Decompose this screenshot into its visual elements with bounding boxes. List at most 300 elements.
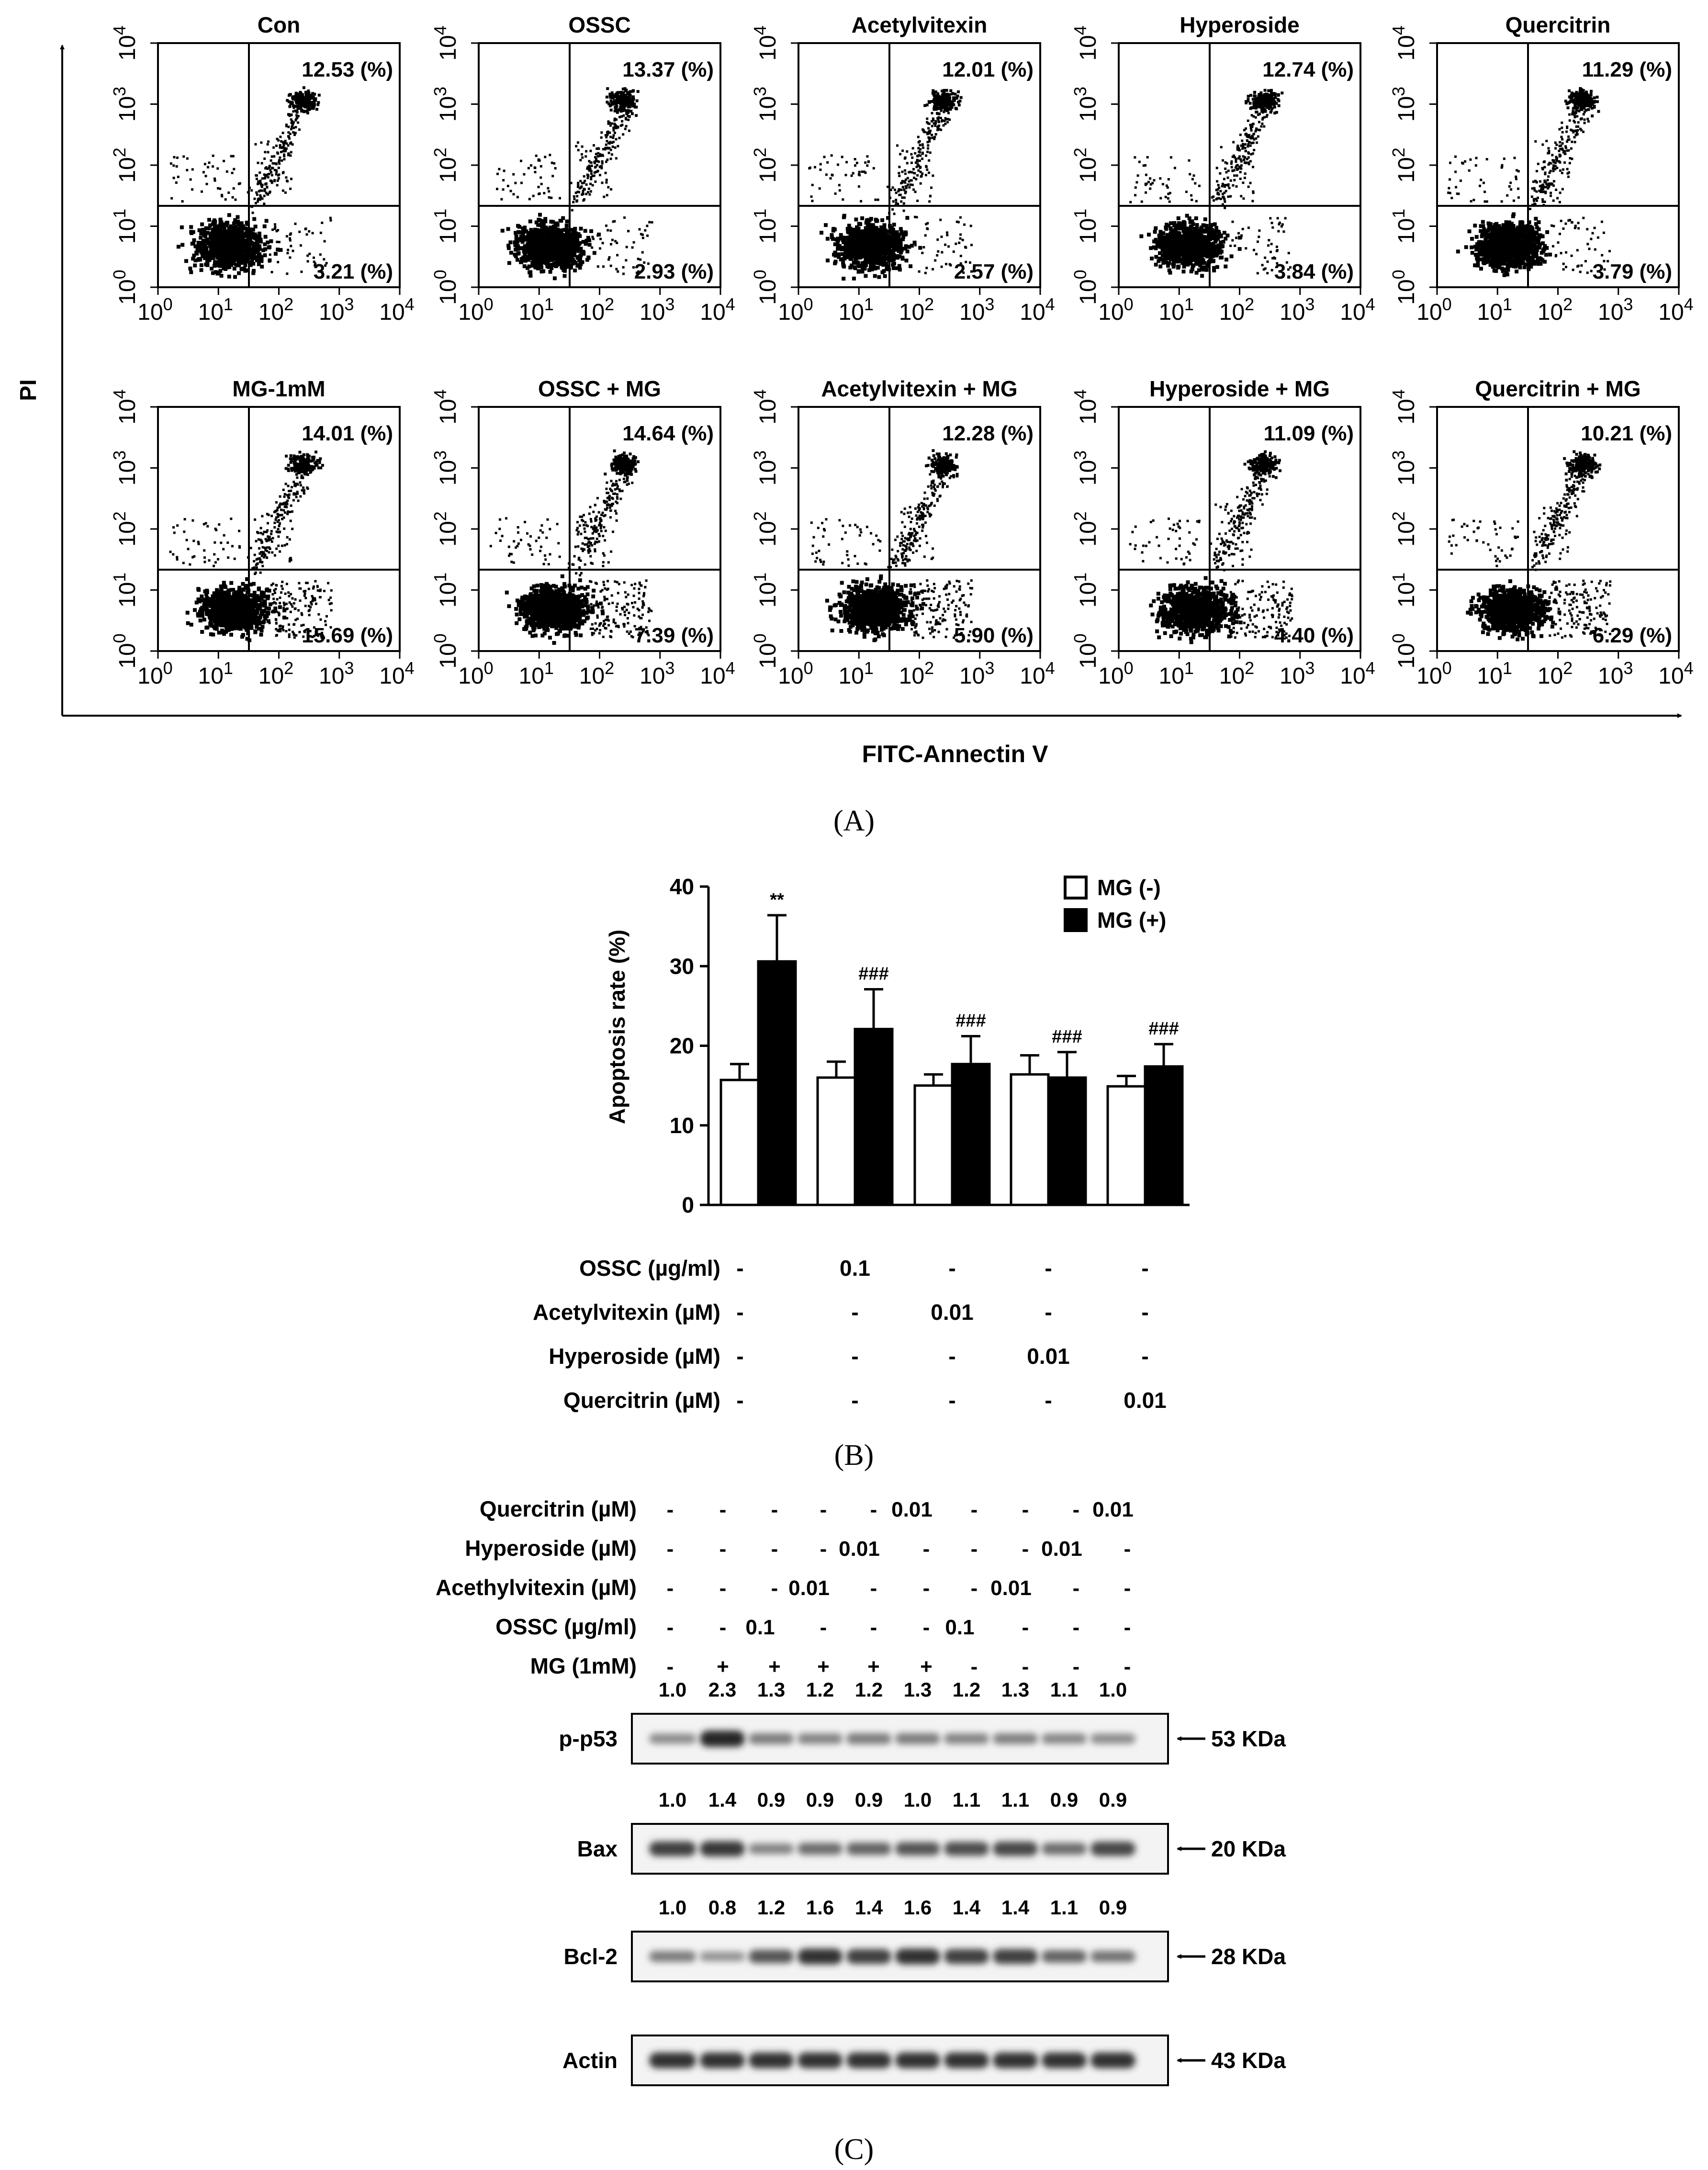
x-tick-label: $10^2$ xyxy=(899,294,934,325)
blot-strip xyxy=(559,1678,1286,1764)
y-tick-label: 0 xyxy=(682,1192,694,1217)
molecular-weight: 53 KDa xyxy=(1211,1726,1286,1751)
y-tick-label: $10^3$ xyxy=(430,450,461,486)
bar xyxy=(758,961,796,1205)
treatment-cell: - xyxy=(970,1498,978,1521)
protein-band xyxy=(749,1844,794,1854)
protein-band xyxy=(1042,1733,1087,1744)
x-tick-label: $10^1$ xyxy=(1158,658,1194,689)
band-ratio: 1.1 xyxy=(1050,1678,1079,1701)
lower-right-percent: 4.40 (%) xyxy=(1274,624,1354,647)
x-tick-label: $10^0$ xyxy=(137,294,173,325)
upper-right-percent: 12.01 (%) xyxy=(942,58,1034,81)
y-tick-label: $10^1$ xyxy=(1070,572,1101,608)
y-tick-label: $10^0$ xyxy=(1070,633,1101,669)
treatment-cell: 0.01 xyxy=(788,1576,830,1600)
treatment-label: OSSC (µg/ml) xyxy=(495,1614,637,1639)
protein-band xyxy=(993,2053,1038,2069)
protein-band xyxy=(700,1952,745,1961)
plot-title: Quercitrin xyxy=(1505,12,1611,37)
blot-strip xyxy=(562,2035,1286,2085)
x-tick-label: $10^2$ xyxy=(1537,658,1573,689)
treatment-cell: + xyxy=(768,1655,781,1678)
band-ratio: 0.8 xyxy=(708,1896,737,1919)
x-tick-label: $10^4$ xyxy=(1658,294,1694,325)
treatment-cell: - xyxy=(820,1537,827,1561)
treatment-cell: - xyxy=(1124,1576,1131,1600)
x-tick-label: $10^3$ xyxy=(1280,294,1315,325)
protein-band xyxy=(700,2053,745,2069)
y-tick-label: $10^1$ xyxy=(750,572,781,608)
treatment-cell: - xyxy=(719,1537,727,1561)
band-ratio: 1.0 xyxy=(658,1896,687,1919)
treatment-cell: - xyxy=(1022,1655,1029,1678)
upper-right-percent: 12.53 (%) xyxy=(302,58,393,81)
blot-label: p-p53 xyxy=(559,1726,618,1751)
protein-band xyxy=(649,1951,696,1962)
x-tick-label: $10^2$ xyxy=(258,294,294,325)
treatment-cell: - xyxy=(851,1388,859,1413)
treatment-cell: - xyxy=(666,1498,674,1521)
treatment-cell: - xyxy=(1124,1655,1131,1678)
y-tick-label: $10^0$ xyxy=(110,633,140,669)
y-tick-label: $10^0$ xyxy=(1389,270,1419,305)
event-dots xyxy=(496,87,653,280)
plot-title: Quercitrin + MG xyxy=(1475,376,1641,401)
protein-band xyxy=(895,1949,940,1965)
panel-b-caption: (B) xyxy=(834,1439,874,1472)
y-tick-label: $10^1$ xyxy=(1389,208,1419,244)
protein-band xyxy=(798,1733,843,1744)
protein-band xyxy=(798,2053,843,2069)
lower-right-percent: 3.21 (%) xyxy=(313,260,393,283)
treatment-cell: + xyxy=(817,1655,830,1678)
protein-band xyxy=(1090,1842,1135,1856)
y-tick-label: $10^0$ xyxy=(430,270,461,305)
band-ratio: 1.1 xyxy=(1001,1788,1030,1811)
y-tick-label: 30 xyxy=(669,954,694,979)
flow-plot xyxy=(1070,376,1375,689)
protein-band xyxy=(846,1949,891,1964)
molecular-weight: 28 KDa xyxy=(1211,1944,1286,1969)
x-tick-label: $10^2$ xyxy=(579,294,615,325)
protein-band xyxy=(895,1733,940,1744)
x-tick-label: $10^0$ xyxy=(1098,294,1134,325)
protein-band xyxy=(1090,1734,1135,1744)
protein-band xyxy=(846,2053,891,2069)
treatment-cell: 0.1 xyxy=(745,1616,775,1639)
y-tick-label: $10^4$ xyxy=(1389,389,1419,425)
significance-label: ### xyxy=(1052,1026,1082,1047)
protein-band xyxy=(749,1733,794,1744)
significance-label: ### xyxy=(858,964,889,984)
protein-band xyxy=(846,1843,891,1855)
x-tick-label: $10^4$ xyxy=(1340,294,1375,325)
protein-band xyxy=(798,1843,843,1855)
y-tick-label: $10^3$ xyxy=(1070,86,1101,122)
protein-band xyxy=(649,1842,696,1856)
x-tick-label: $10^4$ xyxy=(700,294,735,325)
y-tick-label: $10^1$ xyxy=(430,208,461,244)
y-tick-label: 10 xyxy=(669,1113,694,1138)
treatment-cell: - xyxy=(851,1344,859,1369)
y-tick-label: $10^2$ xyxy=(1070,511,1101,547)
treatment-cell: 0.01 xyxy=(839,1537,880,1561)
y-tick-label: $10^3$ xyxy=(1389,86,1419,122)
event-dots xyxy=(490,450,653,645)
treatment-cell: - xyxy=(1124,1616,1131,1639)
x-tick-label: $10^2$ xyxy=(579,658,615,689)
protein-band xyxy=(846,1733,891,1744)
treatment-label: Acethylvitexin (µM) xyxy=(435,1575,637,1600)
treatment-cell: 0.01 xyxy=(990,1576,1032,1600)
protein-band xyxy=(1042,1843,1087,1855)
x-tick-label: $10^4$ xyxy=(1020,658,1055,689)
event-dots xyxy=(808,89,973,281)
band-ratio: 1.3 xyxy=(757,1678,786,1701)
lower-right-percent: 5.90 (%) xyxy=(954,624,1034,647)
treatment-cell: - xyxy=(719,1616,727,1639)
protein-band xyxy=(944,2053,989,2069)
y-tick-label: $10^3$ xyxy=(1070,450,1101,486)
y-tick-label: $10^4$ xyxy=(750,389,781,425)
y-tick-label: $10^2$ xyxy=(750,511,781,547)
protein-band xyxy=(700,1841,745,1856)
treatment-label: Quercitrin (µM) xyxy=(479,1496,637,1521)
x-tick-label: $10^4$ xyxy=(379,658,415,689)
event-dots xyxy=(169,450,333,642)
event-dots xyxy=(170,86,332,279)
bar xyxy=(855,1029,892,1205)
treatment-cell: - xyxy=(736,1256,744,1281)
y-tick-label: $10^0$ xyxy=(750,633,781,669)
band-ratio: 0.9 xyxy=(854,1788,883,1811)
y-tick-label: $10^0$ xyxy=(1070,270,1101,305)
treatment-label: OSSC (µg/ml) xyxy=(579,1256,720,1281)
treatment-cell: - xyxy=(719,1576,727,1600)
x-tick-label: $10^2$ xyxy=(1537,294,1573,325)
plot-title: Hyperoside xyxy=(1180,12,1300,37)
chart-ylabel: Apoptosis rate (%) xyxy=(605,929,629,1124)
y-tick-label: $10^4$ xyxy=(1389,25,1419,61)
upper-right-percent: 14.01 (%) xyxy=(302,422,393,445)
x-tick-label: $10^3$ xyxy=(1598,658,1633,689)
y-tick-label: $10^1$ xyxy=(1389,572,1419,608)
band-ratio: 1.3 xyxy=(903,1678,932,1701)
treatment-cell: - xyxy=(970,1655,978,1678)
x-tick-label: $10^1$ xyxy=(838,294,874,325)
treatment-cell: 0.1 xyxy=(840,1256,870,1281)
flow-plot xyxy=(1070,12,1375,325)
y-tick-label: $10^0$ xyxy=(1389,633,1419,669)
treatment-cell: - xyxy=(820,1498,827,1521)
blot-label: Actin xyxy=(562,2048,618,2073)
treatment-label: Hyperoside (µM) xyxy=(465,1536,637,1561)
bar xyxy=(818,1078,855,1205)
y-tick-label: $10^4$ xyxy=(1070,389,1101,425)
x-tick-label: $10^0$ xyxy=(1416,294,1452,325)
lower-right-percent: 7.39 (%) xyxy=(634,624,714,647)
treatment-cell: - xyxy=(1045,1256,1052,1281)
y-tick-label: $10^2$ xyxy=(110,147,140,183)
upper-right-percent: 11.09 (%) xyxy=(1263,422,1354,445)
flow-plot xyxy=(1389,12,1694,325)
y-tick-label: $10^3$ xyxy=(1389,450,1419,486)
x-tick-label: $10^1$ xyxy=(838,658,874,689)
treatment-cell: - xyxy=(922,1616,930,1639)
x-tick-label: $10^3$ xyxy=(959,658,995,689)
x-tick-label: $10^3$ xyxy=(959,294,995,325)
band-ratio: 0.9 xyxy=(806,1788,834,1811)
x-tick-label: $10^0$ xyxy=(137,658,173,689)
y-tick-label: $10^2$ xyxy=(750,147,781,183)
lower-right-percent: 3.79 (%) xyxy=(1592,260,1672,283)
flow-plot xyxy=(110,376,415,689)
molecular-weight: 20 KDa xyxy=(1211,1836,1286,1861)
treatment-cell: - xyxy=(820,1616,827,1639)
band-ratio: 0.9 xyxy=(1099,1896,1127,1919)
band-ratio: 1.4 xyxy=(854,1896,883,1919)
y-tick-label: $10^4$ xyxy=(430,389,461,425)
upper-right-percent: 12.28 (%) xyxy=(942,422,1034,445)
treatment-cell: - xyxy=(771,1537,778,1561)
treatment-cell: + xyxy=(717,1655,729,1678)
x-tick-label: $10^1$ xyxy=(518,658,554,689)
band-ratio: 1.1 xyxy=(952,1788,981,1811)
y-tick-label: $10^1$ xyxy=(1070,208,1101,244)
event-dots xyxy=(810,449,973,642)
protein-band xyxy=(798,1949,843,1965)
band-ratio: 1.2 xyxy=(952,1678,981,1701)
treatment-cell: - xyxy=(870,1616,877,1639)
flow-plot xyxy=(430,12,735,325)
y-tick-label: $10^1$ xyxy=(750,208,781,244)
bar xyxy=(721,1080,758,1205)
band-ratio: 0.9 xyxy=(1050,1788,1079,1811)
x-tick-label: $10^4$ xyxy=(1658,658,1694,689)
x-tick-label: $10^1$ xyxy=(198,294,233,325)
band-ratio: 1.0 xyxy=(658,1678,687,1701)
protein-band xyxy=(895,1842,940,1855)
band-ratio: 1.6 xyxy=(806,1896,834,1919)
y-tick-label: $10^0$ xyxy=(110,270,140,305)
x-tick-label: $10^3$ xyxy=(640,294,675,325)
treatment-cell: - xyxy=(1072,1498,1080,1521)
band-ratio: 1.2 xyxy=(757,1896,786,1919)
treatment-cell: - xyxy=(948,1388,956,1413)
y-tick-label: $10^3$ xyxy=(750,86,781,122)
treatment-cell: - xyxy=(870,1498,877,1521)
band-ratio: 1.1 xyxy=(1050,1896,1079,1919)
treatment-label: Hyperoside (µM) xyxy=(549,1344,720,1369)
x-tick-label: $10^1$ xyxy=(1158,294,1194,325)
legend-swatch xyxy=(1065,910,1086,931)
treatment-cell: 0.01 xyxy=(1092,1498,1134,1521)
band-ratio: 1.3 xyxy=(1001,1678,1030,1701)
protein-band xyxy=(1090,2053,1135,2069)
protein-band xyxy=(895,2053,940,2069)
treatment-cell: - xyxy=(1141,1344,1149,1369)
lower-right-percent: 2.93 (%) xyxy=(634,260,714,283)
band-ratio: 2.3 xyxy=(708,1678,737,1701)
protein-band xyxy=(749,1950,794,1963)
flow-plot xyxy=(430,376,735,689)
x-tick-label: $10^2$ xyxy=(258,658,294,689)
upper-right-percent: 14.64 (%) xyxy=(622,422,714,445)
y-tick-label: $10^2$ xyxy=(1070,147,1101,183)
protein-band xyxy=(649,1734,696,1744)
y-tick-label: $10^2$ xyxy=(110,511,140,547)
protein-band xyxy=(993,1733,1038,1744)
flow-plot xyxy=(110,12,415,325)
blot-label: Bax xyxy=(577,1836,618,1861)
treatment-cell: 0.1 xyxy=(945,1616,975,1639)
x-tick-label: $10^3$ xyxy=(640,658,675,689)
protein-band xyxy=(993,1949,1038,1964)
flow-plot xyxy=(750,376,1055,689)
upper-right-percent: 12.74 (%) xyxy=(1262,58,1354,81)
treatment-cell: - xyxy=(970,1537,978,1561)
lower-right-percent: 6.29 (%) xyxy=(1592,624,1672,647)
y-tick-label: $10^2$ xyxy=(430,147,461,183)
treatment-cell: - xyxy=(1072,1576,1080,1600)
y-tick-label: $10^0$ xyxy=(430,633,461,669)
x-tick-label: $10^0$ xyxy=(778,658,813,689)
y-tick-label: $10^4$ xyxy=(750,25,781,61)
y-tick-label: $10^0$ xyxy=(750,270,781,305)
treatment-label: Quercitrin (µM) xyxy=(563,1388,720,1413)
treatment-cell: - xyxy=(948,1256,956,1281)
band-ratio: 1.4 xyxy=(708,1788,737,1811)
y-tick-label: $10^2$ xyxy=(1389,511,1419,547)
x-tick-label: $10^0$ xyxy=(1416,658,1452,689)
treatment-cell: - xyxy=(1141,1300,1149,1325)
treatment-cell: - xyxy=(922,1537,930,1561)
treatment-cell: + xyxy=(867,1655,880,1678)
y-tick-label: $10^3$ xyxy=(750,450,781,486)
x-tick-label: $10^0$ xyxy=(1098,658,1134,689)
x-tick-label: $10^0$ xyxy=(458,294,494,325)
plot-title: Acetylvitexin + MG xyxy=(821,376,1018,401)
treatment-cell: - xyxy=(719,1498,727,1521)
x-tick-label: $10^4$ xyxy=(1020,294,1055,325)
band-ratio: 1.0 xyxy=(658,1788,687,1811)
flow-cytometry-panel xyxy=(16,12,1694,837)
lower-right-percent: 15.69 (%) xyxy=(302,624,393,647)
treatment-label: Acetylvitexin (µM) xyxy=(532,1300,720,1325)
treatment-cell: - xyxy=(1141,1256,1149,1281)
protein-band xyxy=(944,1733,989,1744)
treatment-cell: - xyxy=(666,1537,674,1561)
treatment-cell: - xyxy=(1045,1388,1052,1413)
y-axis-label: PI xyxy=(16,379,41,401)
treatment-cell: - xyxy=(1022,1537,1029,1561)
protein-band xyxy=(944,1949,989,1964)
x-tick-label: $10^4$ xyxy=(379,294,415,325)
bar xyxy=(1011,1074,1048,1205)
plot-title: OSSC + MG xyxy=(538,376,661,401)
treatment-cell: - xyxy=(948,1344,956,1369)
treatment-cell: - xyxy=(1072,1616,1080,1639)
western-blot-panel xyxy=(436,1496,1286,2166)
band-ratio: 1.4 xyxy=(1001,1896,1030,1919)
y-tick-label: 20 xyxy=(669,1033,694,1058)
bar xyxy=(1048,1078,1086,1205)
treatment-cell: 0.01 xyxy=(1027,1344,1070,1369)
treatment-cell: 0.01 xyxy=(1041,1537,1082,1561)
blot-strip xyxy=(564,1896,1286,1981)
upper-right-percent: 13.37 (%) xyxy=(622,58,714,81)
blot-label: Bcl-2 xyxy=(563,1944,618,1969)
y-tick-label: $10^4$ xyxy=(110,389,140,425)
x-tick-label: $10^0$ xyxy=(778,294,813,325)
treatment-cell: 0.01 xyxy=(891,1498,933,1521)
y-tick-label: $10^1$ xyxy=(110,572,140,608)
significance-label: ### xyxy=(1148,1019,1179,1039)
x-axis-label: FITC-Annectin V xyxy=(862,741,1048,767)
x-tick-label: $10^2$ xyxy=(899,658,934,689)
lower-right-percent: 2.57 (%) xyxy=(954,260,1034,283)
plot-title: MG-1mM xyxy=(232,376,326,401)
y-tick-label: $10^1$ xyxy=(430,572,461,608)
treatment-cell: - xyxy=(1045,1300,1052,1325)
blot-strip xyxy=(577,1788,1286,1874)
x-tick-label: $10^2$ xyxy=(1219,658,1255,689)
band-ratio: 1.2 xyxy=(854,1678,883,1701)
x-tick-label: $10^3$ xyxy=(319,294,354,325)
band-ratio: 1.0 xyxy=(1099,1678,1127,1701)
apoptosis-bar-chart xyxy=(533,874,1190,1472)
x-tick-label: $10^2$ xyxy=(1219,294,1255,325)
plot-title: Acetylvitexin xyxy=(851,12,988,37)
bar xyxy=(915,1086,952,1205)
y-tick-label: $10^3$ xyxy=(110,450,140,486)
treatment-cell: 0.01 xyxy=(1124,1388,1167,1413)
treatment-cell: - xyxy=(970,1576,978,1600)
bar xyxy=(952,1064,989,1205)
significance-label: ** xyxy=(770,889,784,910)
band-ratio: 1.6 xyxy=(903,1896,932,1919)
y-tick-label: $10^4$ xyxy=(110,25,140,61)
treatment-cell: + xyxy=(920,1655,933,1678)
x-tick-label: $10^1$ xyxy=(518,294,554,325)
treatment-cell: - xyxy=(666,1655,674,1678)
plot-title: OSSC xyxy=(568,12,631,37)
band-ratio: 0.9 xyxy=(757,1788,786,1811)
x-tick-label: $10^1$ xyxy=(1477,294,1512,325)
legend-swatch xyxy=(1065,877,1086,898)
bar xyxy=(1108,1086,1145,1205)
treatment-label: MG (1mM) xyxy=(530,1653,637,1678)
plot-title: Con xyxy=(257,12,301,37)
protein-band xyxy=(1042,1950,1087,1963)
treatment-cell: - xyxy=(851,1300,859,1325)
x-tick-label: $10^3$ xyxy=(1598,294,1633,325)
treatment-cell: - xyxy=(666,1616,674,1639)
treatment-cell: - xyxy=(922,1576,930,1600)
lower-right-percent: 3.84 (%) xyxy=(1274,260,1354,283)
x-tick-label: $10^4$ xyxy=(700,658,735,689)
band-ratio: 1.4 xyxy=(952,1896,981,1919)
x-tick-label: $10^3$ xyxy=(319,658,354,689)
treatment-cell: 0.01 xyxy=(931,1300,974,1325)
legend-label: MG (-) xyxy=(1097,875,1161,900)
treatment-cell: - xyxy=(1124,1537,1131,1561)
significance-label: ### xyxy=(955,1011,986,1031)
treatment-cell: - xyxy=(870,1576,877,1600)
protein-band xyxy=(1042,2053,1087,2069)
panel-a-caption: (A) xyxy=(833,805,875,837)
